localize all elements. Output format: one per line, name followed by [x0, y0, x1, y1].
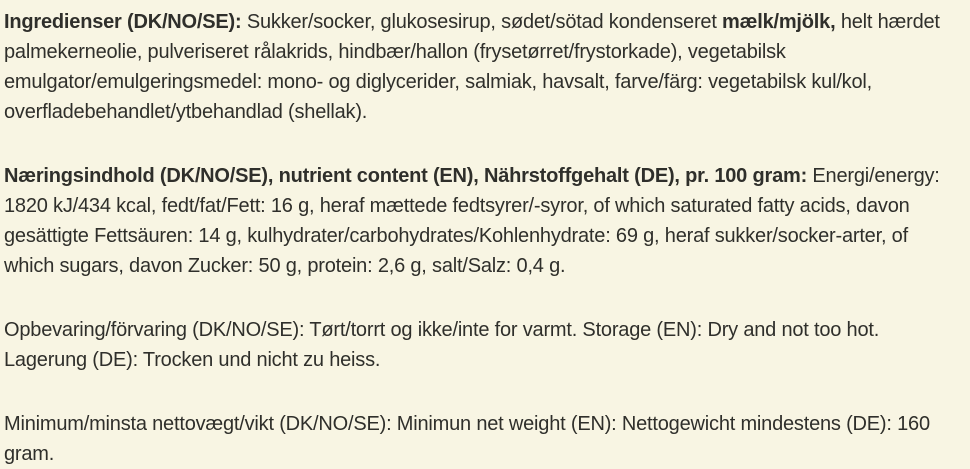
storage-text: Opbevaring/förvaring (DK/NO/SE): Tørt/torrt og ikke/inte for varmt. Storage (EN): Dry and not too hot. Lagerung (DE): Trocken und nicht zu heiss. — [4, 319, 880, 371]
ingredients-text-2: helt hærdet palmekerneolie, pulveriseret rålakrids, hindbær/hallon (frysetørret/frystorkade), vegetabilsk emulgator/emulgeringsmedel: mono- og diglycerider, salmiak, havsalt, farve/färg: vegetabilsk kul/kol, overfladebehandlet/ytbehandlad (shellak). — [4, 11, 940, 123]
ingredients-text-1: Sukker/socker, glukosesirup, sødet/sötad kondenseret — [246, 11, 723, 33]
nutrition-heading: Næringsindhold (DK/NO/SE), nutrient content (EN), Nährstoffgehalt (DE), pr. 100 gram: — [4, 165, 813, 187]
ingredients-paragraph — [4, 7, 948, 127]
nutrition-paragraph — [4, 161, 948, 281]
net-weight-paragraph — [4, 409, 948, 469]
nutrition-values-text: Energi/energy: 1820 kJ/434 kcal, fedt/fat/Fett: 16 g, heraf mættede fedtsyrer/-syror, of which saturated fatty acids, davon gesättigte Fettsäuren: 14 g, kulhydrater/carbohydrates/Kohlenhydrate: 69 g, heraf sukker/socker-arter, of which sugars, davon Zucker: 50 g, protein: 2,6 g, salt/Salz: 0,4 g. — [4, 165, 940, 277]
allergen-milk-highlight: mælk/mjölk, — [722, 11, 841, 33]
storage-paragraph — [4, 315, 948, 375]
net-weight-text: Minimum/minsta nettovægt/vikt (DK/NO/SE): Minimun net weight (EN): Nettogewicht mindestens (DE): 160 gram. — [4, 413, 930, 465]
ingredients-heading: Ingredienser (DK/NO/SE): — [4, 11, 247, 33]
